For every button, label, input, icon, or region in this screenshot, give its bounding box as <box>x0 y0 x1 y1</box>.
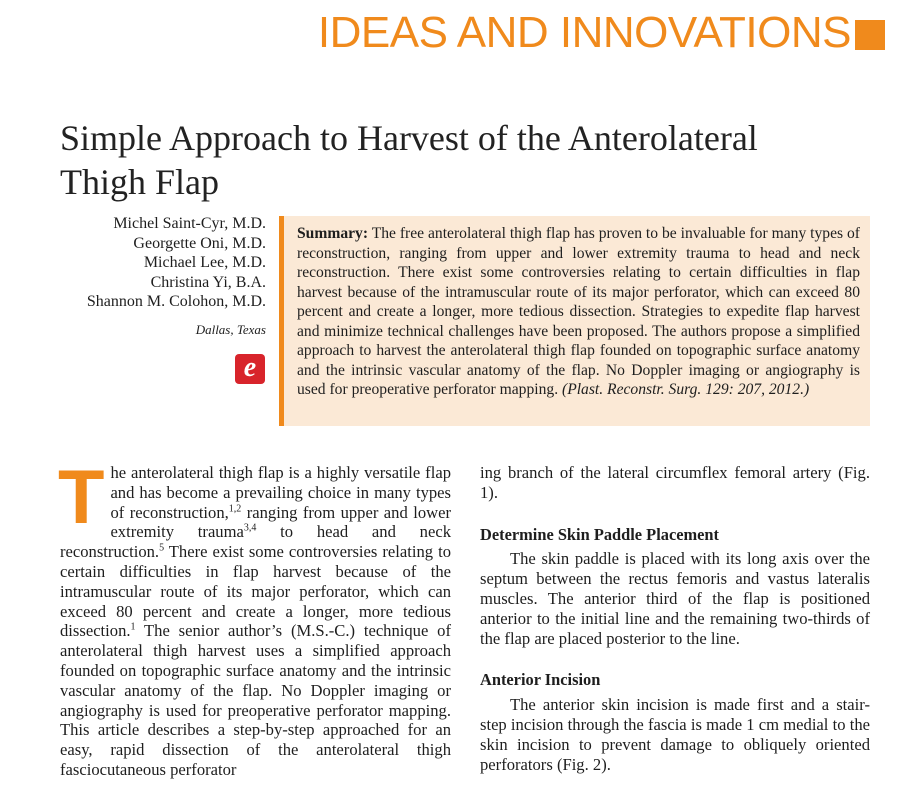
author-name: Christina Yi, B.A. <box>150 273 266 291</box>
reference-marker[interactable]: 3,4 <box>243 522 257 534</box>
electronic-supplement-icon[interactable]: e <box>235 354 265 384</box>
section-square-marker <box>855 20 885 50</box>
body-text: ranging from upper and lower extremity trauma <box>110 502 451 542</box>
author-location: Dallas, Texas <box>195 321 266 337</box>
section-heading: Determine Skin Paddle Placement <box>480 524 719 544</box>
body-text: The senior author’s (M.S.-C.) technique of anterolateral thigh harvest uses a simplified approach founded on topographic surface anatomy and the intrinsic vascular anatomy of the flap. No Doppler imaging or angiography is used for preoperative perforator mapping. This article describes a step-by-step approached for an easy, rapid dissection of the anterolateral thigh fasciocutaneous perforator <box>60 621 451 779</box>
body-column-left <box>58 455 451 780</box>
body-paragraph: The anterior skin incision is made first and a stair-step incision through the fascia is made 1 cm medial to the skin incision to prevent damage to obliquely oriented perforators (Fig. 2). <box>480 695 870 774</box>
author-name: Georgette Oni, M.D. <box>133 234 266 252</box>
reference-marker[interactable]: 1 <box>130 621 136 633</box>
section-label: IDEAS AND INNOVATIONS <box>317 8 851 57</box>
author-name: Michael Lee, M.D. <box>143 254 266 271</box>
summary-citation: (Plast. Reconstr. Surg. 129: 207, 2012.) <box>562 381 810 398</box>
author-name: Shannon M. Colohon, M.D. <box>86 293 266 310</box>
summary-label: Summary: <box>297 225 369 242</box>
summary-box <box>279 216 870 426</box>
section-heading: Anterior Incision <box>480 670 601 690</box>
body-column-right <box>480 463 870 774</box>
body-text: to head and neck reconstruction. <box>60 522 451 562</box>
author-name: Michel Saint-Cyr, M.D. <box>113 215 266 232</box>
article-title: Simple Approach to Harvest of the Anterolateral Thigh Flap <box>60 118 758 202</box>
section-header <box>318 8 885 58</box>
body-paragraph: The skin paddle is placed with its long axis over the septum between the rectus femoris and vastus lateralis muscles. The anterior third of the flap is positioned anterior to the initial line and the remaining two-thirds of the flap are placed posterior to the line. <box>480 549 870 648</box>
drop-cap: T <box>58 455 105 540</box>
body-text: he anterolateral thigh flap is a highly versatile flap and has become a prevailing choice in many types of reconstruction, <box>110 463 451 522</box>
summary-text: The free anterolateral thigh flap has proven to be invaluable for many types of reconstruction, ranging from upper and lower extremity trauma to head and neck reconstruction. There exist some controversies relating to certain difficulties in flap harvest because of the intramuscular route of its major perforator, which can exceed 80 percent and create a longer, more tedious dissection. Strategies to expedite flap harvest and minimize technical challenges have been proposed. The authors propose a simplified approach to harvest the anterolateral thigh flap founded on topographic surface anatomy and the intrinsic vascular anatomy of the flap. No Doppler imaging or angiography is used for preoperative perforator mapping. <box>297 225 860 398</box>
author-list <box>87 214 266 339</box>
reference-marker[interactable]: 5 <box>159 542 165 554</box>
body-text: ing branch of the lateral circumflex femoral artery (Fig. 1). <box>480 463 870 502</box>
reference-marker[interactable]: 1,2 <box>228 503 242 515</box>
body-text: There exist some controversies relating to certain difficulties in flap harvest because of the intramuscular route of its major perforator, which can exceed 80 percent and create a longer, more tedious dissection. <box>60 542 451 641</box>
